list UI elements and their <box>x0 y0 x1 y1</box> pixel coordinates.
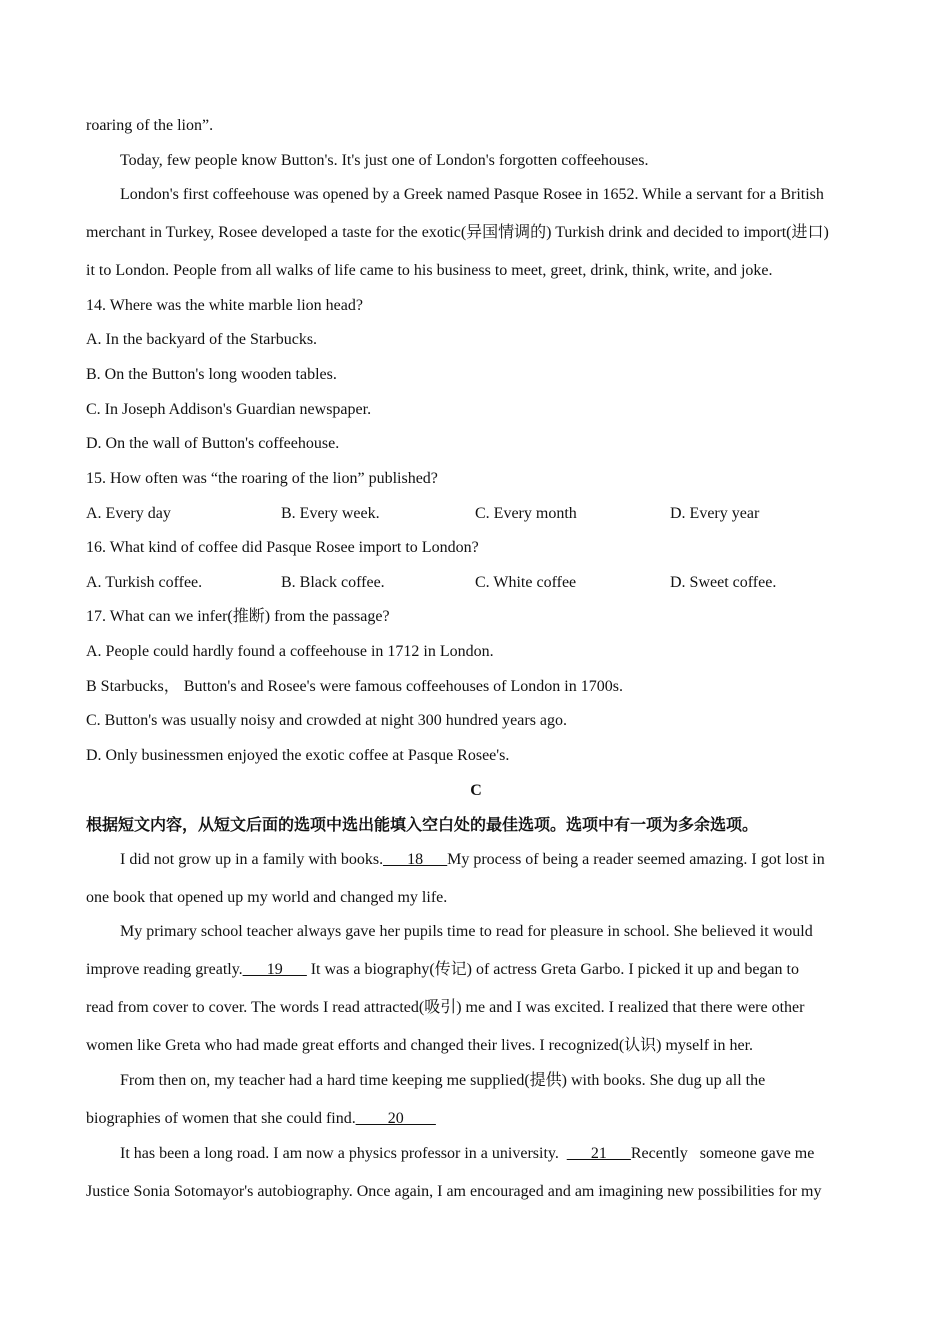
question-14-option-d: D. On the wall of Button's coffeehouse. <box>86 435 340 452</box>
passage-c-line: one book that opened up my world and changed my life. <box>86 889 448 906</box>
question-15-stem: 15. How often was “the roaring of the lion” published? <box>86 470 438 487</box>
passage-line: roaring of the lion”. <box>86 117 214 134</box>
section-c-heading: C <box>470 782 482 799</box>
passage-c-line <box>86 960 799 980</box>
passage-line: merchant in Turkey, Rosee developed a taste for the exotic(异国情调的) Turkish drink and decided to import(进口) <box>86 224 829 241</box>
question-17-option-d: D. Only businessmen enjoyed the exotic coffee at Pasque Rosee's. <box>86 747 510 764</box>
question-15-option-c: C. Every month <box>475 505 577 522</box>
question-16-option-c: C. White coffee <box>475 574 577 591</box>
passage-text: It was a biography(传记) of actress Greta Garbo. I picked it up and began to <box>306 961 799 978</box>
question-15-option-a: A. Every day <box>86 505 171 522</box>
passage-c-line: Justice Sonia Sotomayor's autobiography. Once again, I am encouraged and am imagining new possibilities for my <box>86 1183 822 1200</box>
passage-text: I did not grow up in a family with books. <box>120 851 384 868</box>
question-15-option-d: D. Every year <box>670 505 760 522</box>
question-17-option-b: B Starbucks， Button's and Rosee's were famous coffeehouses of London in 1700s. <box>86 678 623 695</box>
passage-text: Recently someone gave me <box>630 1145 815 1162</box>
question-16-stem: 16. What kind of coffee did Pasque Rosee import to London? <box>86 539 479 556</box>
question-17-option-a: A. People could hardly found a coffeehouse in 1712 in London. <box>86 643 494 660</box>
passage-c-line <box>120 850 825 870</box>
question-16-option-d: D. Sweet coffee. <box>670 574 777 591</box>
passage-text: biographies of women that she could find. <box>86 1110 356 1127</box>
passage-text: My process of being a reader seemed amazing. I got lost in <box>447 851 825 868</box>
passage-line: London's first coffeehouse was opened by a Greek named Pasque Rosee in 1652. While a servant for a British <box>120 186 824 203</box>
question-16-option-a: A. Turkish coffee. <box>86 574 203 591</box>
passage-line: Today, few people know Button's. It's just one of London's forgotten coffeehouses. <box>120 152 649 169</box>
question-14-option-c: C. In Joseph Addison's Guardian newspaper. <box>86 401 372 418</box>
passage-text: improve reading greatly. <box>86 961 243 978</box>
passage-c-line <box>120 1144 814 1164</box>
question-16-option-b: B. Black coffee. <box>281 574 385 591</box>
question-14-stem: 14. Where was the white marble lion head? <box>86 297 363 314</box>
blank-19: ___19___ <box>242 961 307 978</box>
question-14-option-a: A. In the backyard of the Starbucks. <box>86 331 318 348</box>
passage-c-line <box>86 1109 436 1129</box>
blank-20: ____20____ <box>355 1110 436 1127</box>
passage-c-line: My primary school teacher always gave her pupils time to read for pleasure in school. She believed it would <box>120 923 813 940</box>
blank-18: ___18___ <box>383 851 448 868</box>
passage-text: It has been a long road. I am now a physics professor in a university. <box>120 1145 567 1162</box>
passage-c-line: women like Greta who had made great efforts and changed their lives. I recognized(认识) myself in her. <box>86 1037 754 1054</box>
passage-c-line: read from cover to cover. The words I read attracted(吸引) me and I was excited. I realized that there were other <box>86 999 805 1016</box>
blank-21: ___21___ <box>566 1145 631 1162</box>
question-14-option-b: B. On the Button's long wooden tables. <box>86 366 337 383</box>
section-c-instruction: 根据短文内容，从短文后面的选项中选出能填入空白处的最佳选项。选项中有一项为多余选项。 <box>86 817 759 834</box>
passage-line: it to London. People from all walks of life came to his business to meet, greet, drink, think, write, and joke. <box>86 262 773 279</box>
question-17-option-c: C. Button's was usually noisy and crowded at night 300 hundred years ago. <box>86 712 568 729</box>
passage-c-line: From then on, my teacher had a hard time keeping me supplied(提供) with books. She dug up all the <box>120 1072 766 1089</box>
question-15-option-b: B. Every week. <box>281 505 380 522</box>
question-17-stem: 17. What can we infer(推断) from the passage? <box>86 608 390 625</box>
